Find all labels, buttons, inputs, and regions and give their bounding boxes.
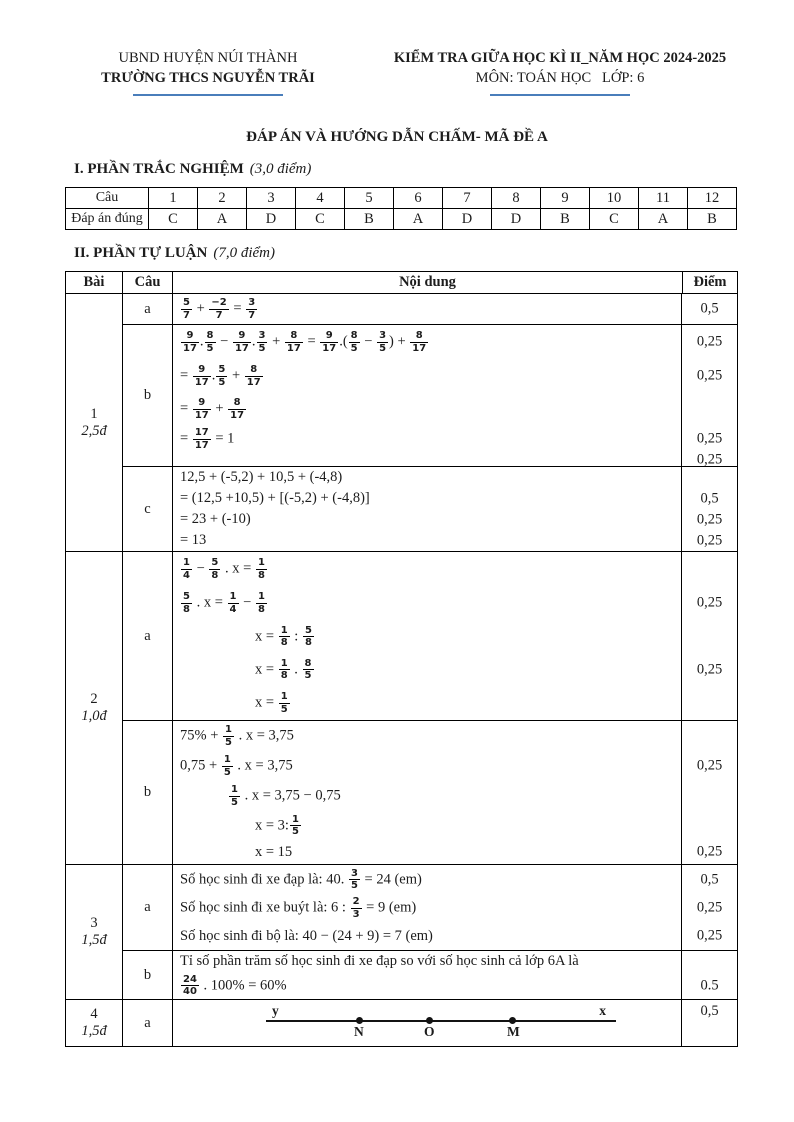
multiple-choice-table [65,187,737,230]
fraction: $\frac{1}{5}$ [280,691,288,715]
mc-question-row [66,188,737,209]
part-label-2a: a [123,552,173,721]
fraction: $\frac{1}{8}$ [257,557,265,581]
header-subject: MÔN: TOÁN HỌC LỚP: 6 [475,70,645,86]
answer-line [173,972,737,999]
section2-heading-text: II. PHẦN TỰ LUẬN [74,245,208,261]
answer-line [173,294,737,324]
table-row [66,325,738,467]
mc-cell: 2 [198,188,247,209]
math-expression: $\frac{9}{17}$ . $\frac{8}{5}$ − $\frac{9}{17}$ . $\frac{3}{5}$ + $\frac{8}{17}$ = $\frac{9}{17}$ .( $\frac{8}{5}$ − $\frac{3}{5}$ ) + $\frac{8}{17}$ [183,330,427,354]
column-header-cau: Câu [123,272,173,294]
fraction: $\frac{9}{17}$ [322,330,337,354]
problem-number: 1 [90,405,98,422]
fraction: $\frac{5}{8}$ [183,591,190,615]
essay-header-row [66,272,738,294]
part-label-1b: b [123,325,173,467]
answer-line [173,840,737,864]
ray-label-right: x [599,1003,606,1018]
header-left-rule [133,94,283,96]
mc-cell: 10 [590,188,639,209]
mc-cell: 5 [345,188,394,209]
math-expression: x = 15 [255,843,293,860]
answer-line [173,922,737,950]
math-expression: $\frac{1}{4}$ − $\frac{5}{8}$ . x = $\frac{1}{8}$ [183,557,265,581]
math-expression: x = $\frac{1}{5}$ [255,691,288,715]
answer-line [173,620,737,653]
table-row [66,721,738,865]
fraction: $\frac{1}{5}$ [223,754,231,778]
problem-number: 4 [90,1006,98,1022]
table-row [66,552,738,721]
math-expression: = (12,5 +10,5) + [(-5,2) + (-4,8)] [180,490,370,506]
answer-cell-3b [173,951,738,1000]
math-expression: 75% + $\frac{1}{5}$ . x = 3,75 [180,724,294,748]
header-school: TRƯỜNG THCS NGUYỄN TRÃI [101,70,315,86]
mc-cell: 9 [541,188,590,209]
mc-cell: C [296,209,345,230]
fraction: $\frac{8}{17}$ [246,364,261,388]
fraction: $\frac{3}{5}$ [258,330,266,354]
fraction: $\frac{1}{4}$ [183,557,190,581]
mc-cell: B [688,209,737,230]
mc-answer-label: Đáp án đúng [66,209,149,230]
mc-cell: C [590,209,639,230]
column-header-bai: Bài [66,272,123,294]
answer-line [173,751,737,781]
mc-cell: B [541,209,590,230]
answer-line [173,1000,737,1046]
score-value: 0.5 [700,977,719,993]
point-dot [356,1017,363,1024]
answer-line [173,811,737,840]
answer-line [173,781,737,811]
fraction: $\frac{17}{17}$ [194,427,209,451]
mc-cell: D [443,209,492,230]
score-value: 0,25 [696,594,723,611]
section1-heading-text: I. PHẦN TRẮC NGHIỆM [74,161,244,177]
math-expression: 0,75 + $\frac{1}{5}$ . x = 3,75 [180,754,293,778]
math-expression: = 23 + (-10) [180,511,251,527]
header-school-block [52,50,364,96]
answer-cell-1c [173,467,738,552]
answer-line [173,552,737,586]
problem2-cell [66,552,123,865]
fraction: $\frac{9}{17}$ [194,364,209,388]
mc-cell: 11 [639,188,688,209]
answer-line [173,393,737,425]
answer-cell-2b [173,721,738,865]
point-dot [426,1017,433,1024]
score-value: 0,25 [696,757,723,774]
score-value: 0,5 [700,1003,719,1019]
fraction: $\frac{5}{8}$ [211,557,219,581]
number-line-figure [266,1002,616,1044]
mc-question-label: Câu [66,188,149,209]
score-value: 0,25 [696,532,723,548]
part-label-2b: b [123,721,173,865]
header-exam-title: KIỂM TRA GIỮA HỌC KÌ II_NĂM HỌC 2024-2025 [393,50,727,66]
page-title: ĐÁP ÁN VÀ HƯỚNG DẪN CHẤM- MÃ ĐỀ A [246,129,548,145]
fraction: $\frac{3}{5}$ [379,330,387,354]
math-expression: = $\frac{9}{17}$ . $\frac{5}{5}$ + $\frac{8}{17}$ [180,364,261,388]
fraction: $\frac{2}{3}$ [352,896,360,920]
score-value: 0,25 [696,511,723,527]
table-row [66,865,738,951]
score-value: 0,25 [696,927,723,944]
mc-cell: A [639,209,688,230]
answer-line [173,721,737,751]
answer-line [173,467,737,488]
ray-label-left: y [272,1003,279,1018]
score-value: 0,25 [696,430,723,447]
fraction: $\frac{1}{5}$ [291,813,299,837]
column-header-noidung: Nội dung [173,272,683,294]
fraction: $\frac{8}{5}$ [350,330,358,354]
number-line-bar [266,1020,616,1022]
fraction: $\frac{9}{17}$ [234,330,249,354]
answer-line [173,325,737,359]
point-label: O [424,1024,435,1039]
column-header-diem: Điểm [683,272,738,294]
math-expression: x = 3: $\frac{1}{5}$ [255,813,299,837]
math-expression: 12,5 + (-5,2) + 10,5 + (-4,8) [180,469,343,485]
section1-heading [74,161,794,178]
math-expression: Tỉ số phần trăm số học sinh đi xe đạp so với số học sinh cả lớp 6A là [180,953,579,969]
mc-cell: 8 [492,188,541,209]
problem-points: 1,0đ [81,708,107,724]
score-value: 0,25 [696,367,723,384]
part-label-3b: b [123,951,173,1000]
section2-heading [74,245,794,262]
fraction: $\frac{1}{5}$ [225,724,232,748]
mc-cell: C [149,209,198,230]
part-label-4a: a [123,1000,173,1047]
table-row [66,1000,738,1047]
problem-number: 2 [90,691,98,707]
section2-heading-note: (7,0 điểm) [213,245,276,261]
fraction: $\frac{8}{17}$ [230,397,245,421]
math-expression: x = $\frac{1}{8}$ : $\frac{5}{8}$ [255,624,312,648]
mc-answer-row [66,209,737,230]
mc-cell: 12 [688,188,737,209]
answer-line [173,586,737,620]
fraction: $\frac{1}{8}$ [280,657,288,681]
table-row [66,951,738,1000]
score-value: 0,25 [696,451,723,467]
header-district: UBND HUYỆN NÚI THÀNH [118,50,298,66]
math-expression: Số học sinh đi bộ là: 40 − (24 + 9) = 7 (em) [180,927,433,944]
math-expression: = 13 [180,532,207,548]
answer-cell-1a [173,294,738,325]
part-label-3a: a [123,865,173,951]
problem-number: 3 [90,915,98,931]
fraction: $\frac{1}{5}$ [231,784,238,808]
answer-line [173,894,737,922]
answer-cell-2a [173,552,738,721]
answer-line [173,425,737,453]
mc-cell: 1 [149,188,198,209]
math-expression: $\frac{1}{5}$ . x = 3,75 − 0,75 [231,784,341,808]
fraction: $\frac{8}{17}$ [286,330,301,354]
mc-cell: D [492,209,541,230]
part-label-1c: c [123,467,173,552]
fraction: $\frac{8}{5}$ [206,330,214,354]
fraction: $\frac{1}{8}$ [280,624,288,648]
problem3-cell [66,865,123,1000]
problem4-cell [66,1000,123,1047]
answer-cell-3a [173,865,738,951]
score-value: 0,5 [700,490,719,506]
table-row [66,467,738,552]
mc-cell: 7 [443,188,492,209]
score-value: 0,25 [696,899,723,916]
answer-line [173,359,737,393]
header-exam-block [364,50,756,96]
mc-cell: 3 [247,188,296,209]
fraction: $\frac{8}{5}$ [304,657,312,681]
math-expression: Số học sinh đi xe buýt là: 6 : $\frac{2}{3}$ = 9 (em) [180,896,417,920]
fraction: $\frac{5}{5}$ [218,364,226,388]
answer-line [173,453,737,466]
answer-line [173,653,737,686]
header-right-rule [490,94,630,96]
score-value: 0,5 [700,300,719,317]
math-expression: $\frac{5}{8}$ . x = $\frac{1}{4}$ − $\frac{1}{8}$ [183,591,265,615]
fraction: $\frac{9}{17}$ [194,397,209,421]
math-expression: x = $\frac{1}{8}$ . $\frac{8}{5}$ [255,657,312,681]
mc-cell: D [247,209,296,230]
math-expression: $\frac{24}{40}$ . 100% = 60% [183,973,287,997]
answer-line [173,865,737,894]
part-label-1a: a [123,294,173,325]
score-value: 0,25 [696,843,723,860]
math-expression: $\frac{5}{7}$ + $\frac{-2}{7}$ = $\frac{3}{7}$ [183,297,256,321]
fraction: $\frac{3}{5}$ [350,867,358,891]
answer-line [173,488,737,509]
mc-cell: 4 [296,188,345,209]
point-dot [509,1017,516,1024]
fraction: $\frac{8}{17}$ [412,330,427,354]
document-header [0,0,794,96]
figure-container [180,1002,616,1044]
point-label: N [354,1024,364,1039]
mc-cell: A [394,209,443,230]
point-label: M [507,1024,520,1039]
score-value: 0,5 [700,871,719,887]
fraction: $\frac{5}{8}$ [304,624,312,648]
answer-line [173,951,737,972]
section1-heading-note: (3,0 điểm) [249,161,312,177]
problem-points: 2,5đ [81,422,107,439]
fraction: $\frac{1}{8}$ [257,591,265,615]
mc-cell: B [345,209,394,230]
fraction: $\frac{1}{4}$ [229,591,237,615]
fraction: $\frac{5}{7}$ [183,297,190,321]
score-value: 0,25 [696,333,723,350]
mc-cell: A [198,209,247,230]
math-expression: = $\frac{9}{17}$ + $\frac{8}{17}$ [180,397,245,421]
table-row [66,294,738,325]
fraction: $\frac{9}{17}$ [183,330,197,354]
answer-cell-1b [173,325,738,467]
fraction: $\frac{3}{7}$ [248,297,256,321]
math-expression: Số học sinh đi xe đạp là: 40. $\frac{3}{5}$ = 24 (em) [180,867,422,891]
mc-cell: 6 [394,188,443,209]
fraction: $\frac{24}{40}$ [183,973,197,997]
problem1-cell [66,294,123,552]
answer-cell-4a [173,1000,738,1047]
problem-points: 1,5đ [81,1023,107,1039]
problem-points: 1,5đ [81,932,107,948]
math-expression: = $\frac{17}{17}$ = 1 [180,427,235,451]
answer-line [173,686,737,720]
essay-answer-table [65,271,738,1047]
answer-line [173,530,737,551]
score-value: 0,25 [696,661,723,677]
fraction: $\frac{-2}{7}$ [211,297,227,321]
answer-line [173,509,737,530]
